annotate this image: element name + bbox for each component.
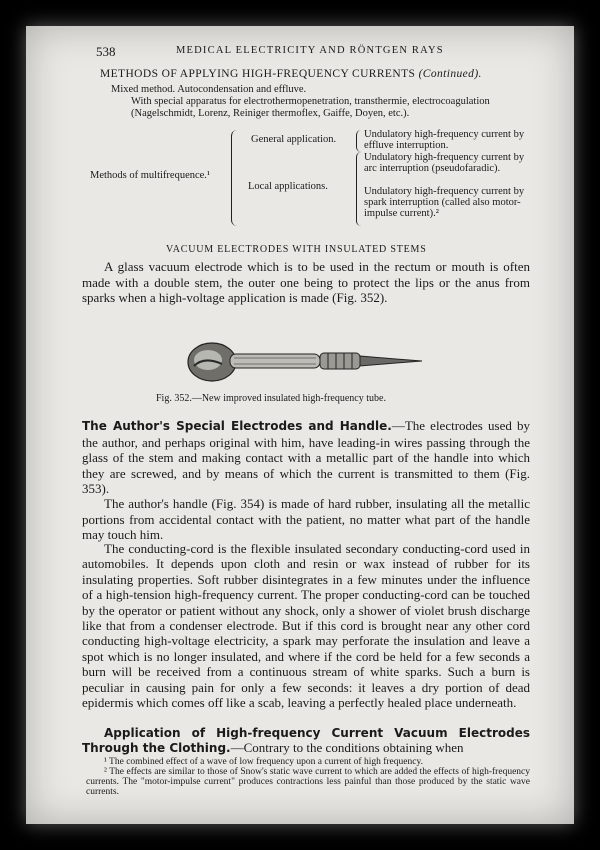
conducting-cord-paragraph: The conducting-cord is the flexible insulated secondary conducting-cord used in automobiles. It depends upon cloth and resin or wax instead of rubber for its insulating properties. Soft rubber disintegrates in a few minutes under the influence of a high-tension high-frequency current. The proper conducting-cord can be touched by the operator or patient without any shock, only a shower of violet brush discharge like that from a condenser electrode. But if this cord is brought near any other cord conducting high-voltage electricity, a spark may perforate the insulation and leave a spot which is no longer insulated, and where if the cord be held for a few seconds a burn will be received from a continuous stream of white sparks. Such a burn is peculiar in causing pain for only a few seconds: it leaves a dry portion of dead epidermis which comes off like a scab, leaving a perfectly healed place underneath.	[82, 541, 530, 711]
insulated-high-frequency-tube-illustration	[186, 336, 426, 386]
multifrequence-label: Methods of multifrequence.¹	[90, 170, 211, 181]
author-electrodes-heading: The Author's Special Electrodes and Handle.	[82, 419, 392, 433]
section-title	[100, 68, 482, 80]
section-title-text: METHODS OF APPLYING HIGH-FREQUENCY CURRENTS	[100, 68, 416, 80]
book-page	[26, 26, 574, 824]
general-brace	[356, 130, 363, 152]
local-brace	[356, 152, 363, 226]
local-option-spark: Undulatory high-frequency current by spark interruption (called also motor-impulse current).²	[364, 186, 525, 219]
special-apparatus-line: With special apparatus for electrothermopenetration, transthermie, electrocoagulation (Nagelschmidt, Lorenz, Reiniger thermoflex, Gaiffe, Doyen, etc.).	[131, 96, 490, 119]
multifrequence-brace	[231, 130, 241, 226]
general-application-label: General application.	[251, 134, 337, 145]
vacuum-electrodes-paragraph: A glass vacuum electrode which is to be used in the rectum or mouth is often made with a double stem, the outer one being to protect the lips or the anus from sparks when a high-voltage application is made (Fig. 352).	[82, 259, 530, 305]
clothing-heading: Application of High-frequency Current Vacuum Electrodes Through the Clothing.	[82, 726, 530, 755]
vacuum-electrodes-heading: VACUUM ELECTRODES WITH INSULATED STEMS	[166, 244, 427, 255]
author-electrodes-text: —The electrodes used by the author, and perhaps original with him, have leading-in wires passing through the glass of the stem and making contact with a metallic part of the handle into which they are screwed, and by means of which the current is transmitted to them (Fig. 353).	[82, 418, 530, 496]
figure-caption: Fig. 352.—New improved insulated high-frequency tube.	[156, 393, 386, 404]
clothing-paragraph	[82, 726, 530, 755]
local-option-arc: Undulatory high-frequency current by arc interruption (pseudofaradic).	[364, 152, 525, 174]
local-applications-label: Local applications.	[248, 181, 328, 192]
clothing-text: —Contrary to the conditions obtaining when	[230, 739, 464, 755]
author-handle-paragraph: The author's handle (Fig. 354) is made of hard rubber, insulating all the metallic portions from accidental contact with the patient, no matter what part of the handle may touch him.	[82, 496, 530, 542]
general-option: Undulatory high-frequency current by effluve interruption.	[364, 129, 525, 151]
author-electrodes-paragraph	[82, 418, 530, 497]
footnote-1: ¹ The combined effect of a wave of low frequency upon a current of high frequency.	[104, 757, 423, 767]
footnote-2: ² The effects are similar to those of Snow's static wave current to which are added the effects of high-frequency currents. The "motor-impulse current" produces contractions less painful than those produced by the static wave currents.	[86, 767, 530, 797]
mixed-method-line: Mixed method. Autocondensation and effluve.	[111, 84, 307, 95]
running-head: MEDICAL ELECTRICITY AND RÖNTGEN RAYS	[176, 45, 444, 56]
page-number: 538	[96, 44, 116, 59]
section-title-suffix: (Continued).	[418, 68, 482, 80]
